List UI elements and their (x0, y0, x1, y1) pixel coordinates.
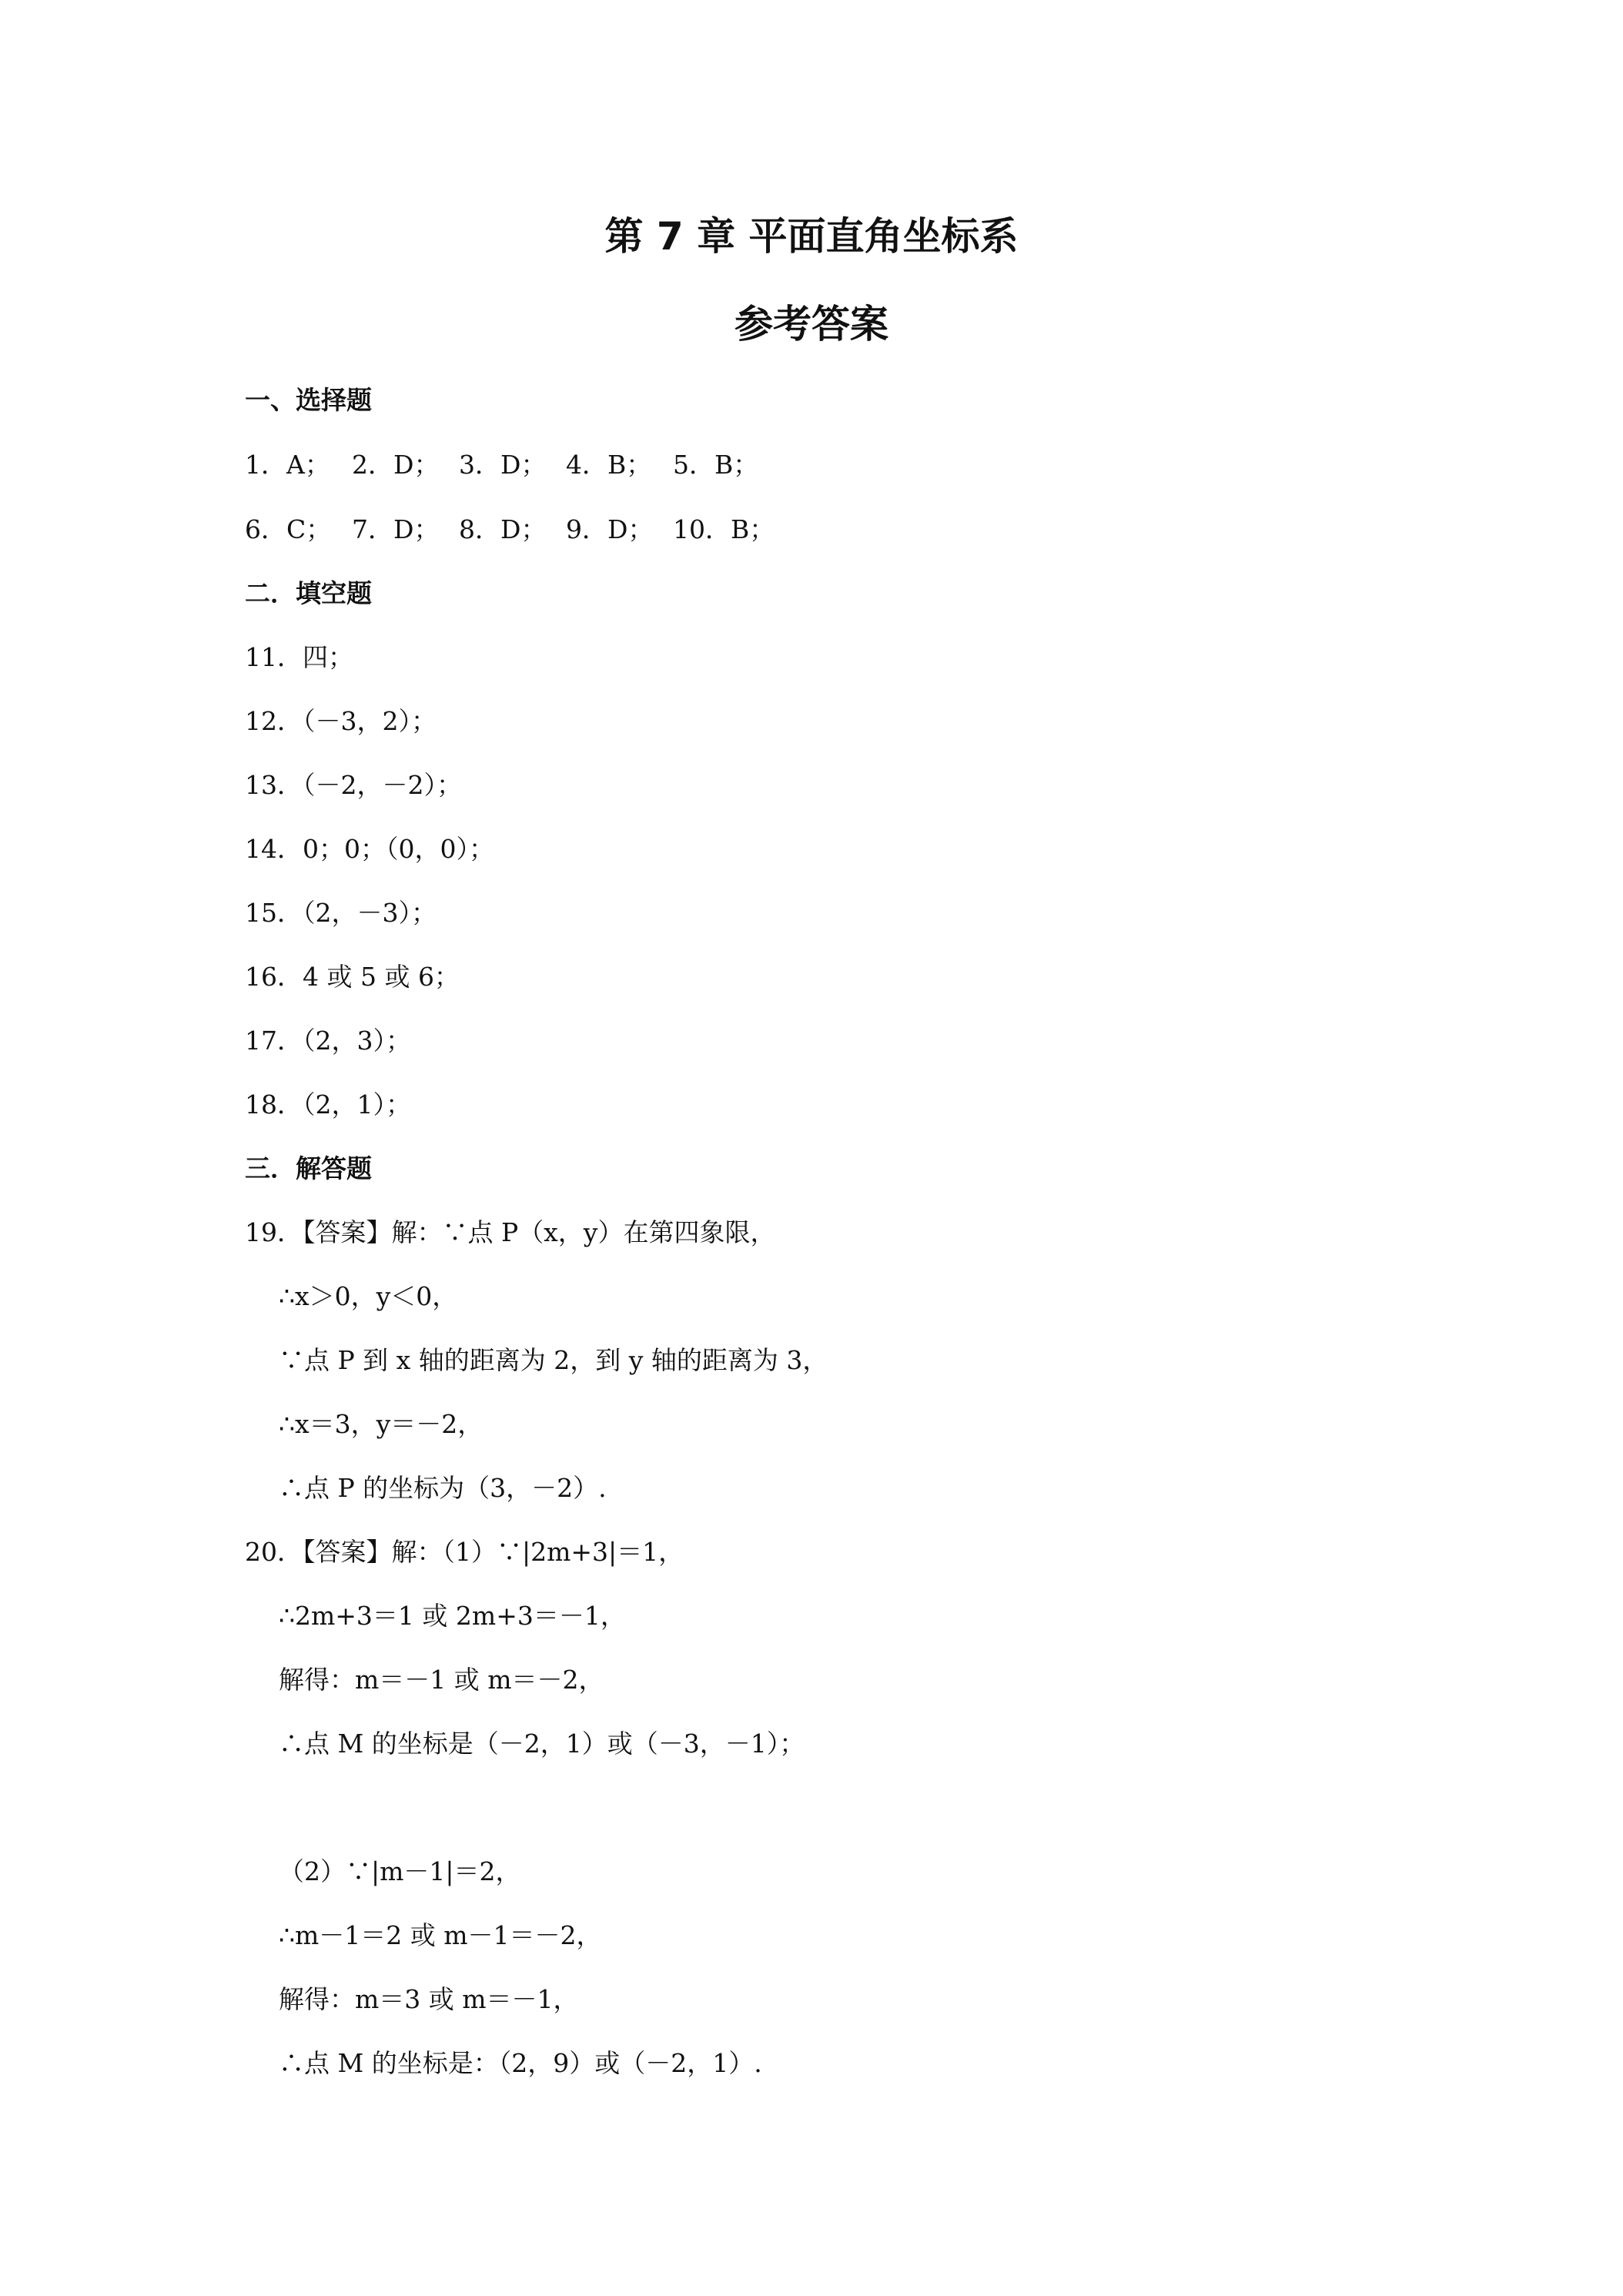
q19-line: ∴x＞0，y＜0， (279, 1281, 458, 1311)
fill-answer: 16．4 或 5 或 6； (245, 962, 460, 992)
q20-line: 解得：m＝3 或 m＝－1， (279, 1984, 579, 2014)
mc-answer: 4．B； (566, 450, 652, 480)
q20-line: ∴点 M 的坐标是（－2，1）或（－3，－1）； (279, 1729, 805, 1759)
mc-answer: 8．D； (459, 514, 547, 544)
q19-line: ∴x＝3，y＝－2， (279, 1409, 484, 1439)
q20-line: ∴点 M 的坐标是：（2，9）或（－2，1）. (279, 2048, 762, 2078)
mc-answer: 9．D； (566, 514, 654, 544)
fill-answer: 17．（2，3）； (245, 1026, 411, 1056)
section-heading-choice: 一、选择题 (245, 385, 372, 415)
page-title: 第 7 章 平面直角坐标系 (604, 214, 1019, 259)
q20-line: 20．【答案】解：（1）∵|2m+3|＝1， (245, 1537, 684, 1567)
fill-answer: 14．0；0；（0，0）； (245, 834, 494, 864)
mc-answer: 6．C； (245, 514, 332, 544)
q20-line: 解得：m＝－1 或 m＝－2， (279, 1665, 604, 1695)
q19-line: ∴点 P 的坐标为（3，－2）. (279, 1473, 607, 1503)
section-heading-solution: 三．解答题 (245, 1153, 372, 1183)
fill-answer: 13．（－2，－2）； (245, 770, 462, 800)
q20-line: ∴2m+3＝1 或 2m+3＝－1， (279, 1601, 626, 1631)
mc-answer: 2．D； (352, 450, 440, 480)
section-heading-fill: 二．填空题 (245, 578, 372, 608)
page-subtitle: 参考答案 (735, 302, 888, 346)
q20-line: （2）∵|m－1|＝2， (279, 1856, 521, 1886)
fill-answer: 18．（2，1）； (245, 1089, 411, 1120)
q20-line: ∴m－1＝2 或 m－1＝－2， (279, 1920, 602, 1950)
fill-answer: 15．（2，－3）； (245, 898, 437, 928)
mc-answer: 3．D； (459, 450, 547, 480)
q19-line: 19．【答案】解：∵点 P（x，y）在第四象限， (245, 1217, 776, 1247)
fill-answer: 11．四； (245, 642, 353, 672)
fill-answer: 12．（－3，2）； (245, 706, 437, 736)
mc-answer: 1．A； (245, 450, 330, 480)
mc-answer: 5．B； (673, 450, 759, 480)
mc-answer: 7．D； (352, 514, 440, 544)
mc-answer: 10．B； (673, 514, 775, 544)
q19-line: ∵点 P 到 x 轴的距离为 2，到 y 轴的距离为 3， (279, 1345, 828, 1375)
